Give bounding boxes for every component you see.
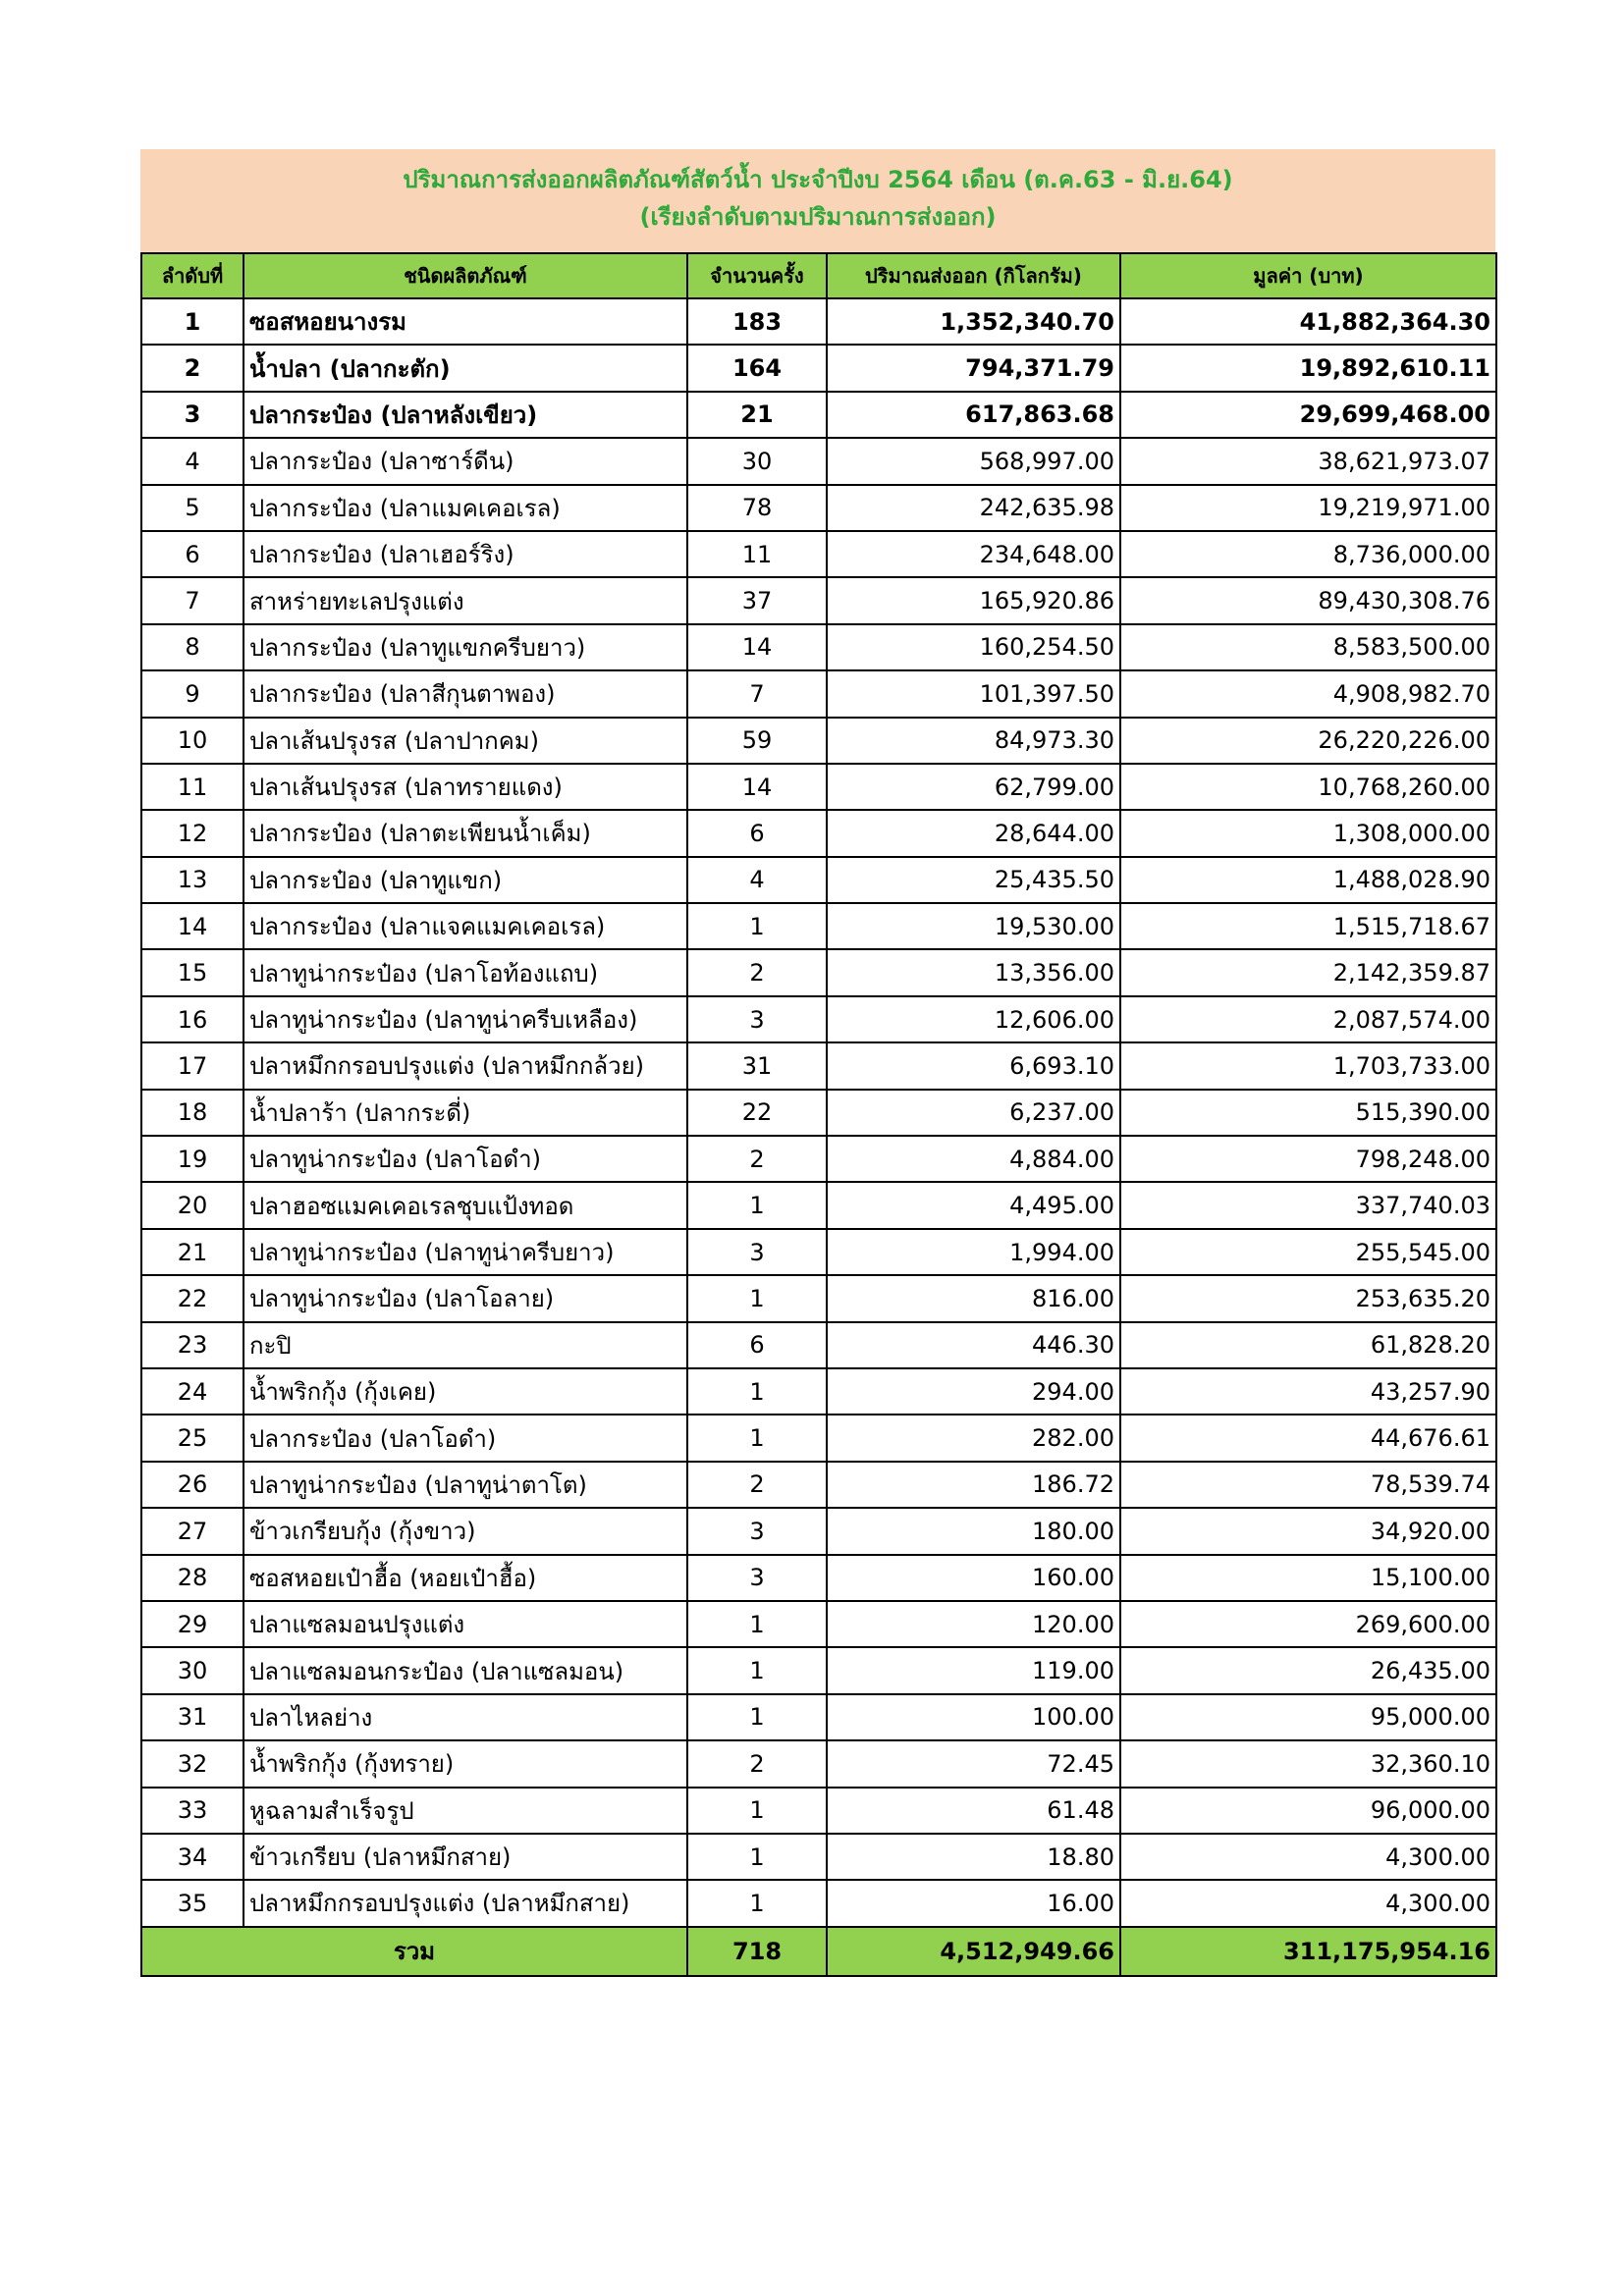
cell-count: 1 — [687, 1601, 827, 1647]
cell-rank: 24 — [141, 1368, 244, 1415]
cell-product: ปลาทูน่ากระป๋อง (ปลาทูน่าตาโต) — [244, 1462, 687, 1508]
cell-quantity: 4,884.00 — [827, 1136, 1120, 1182]
cell-quantity: 186.72 — [827, 1462, 1120, 1508]
cell-value: 798,248.00 — [1120, 1136, 1496, 1182]
cell-product: น้ำพริกกุ้ง (กุ้งทราย) — [244, 1740, 687, 1787]
cell-count: 1 — [687, 1182, 827, 1228]
cell-product: ปลาหมึกกรอบปรุงแต่ง (ปลาหมึกกล้วย) — [244, 1042, 687, 1089]
cell-product: กะปิ — [244, 1322, 687, 1368]
cell-count: 3 — [687, 1555, 827, 1601]
cell-value: 8,583,500.00 — [1120, 624, 1496, 670]
cell-value: 1,515,718.67 — [1120, 903, 1496, 949]
cell-product: ปลากระป๋อง (ปลาซาร์ดีน) — [244, 438, 687, 484]
cell-rank: 18 — [141, 1090, 244, 1136]
cell-product: ปลากระป๋อง (ปลาสีกุนตาพอง) — [244, 670, 687, 717]
cell-product: ข้าวเกรียบกุ้ง (กุ้งขาว) — [244, 1508, 687, 1554]
cell-quantity: 19,530.00 — [827, 903, 1120, 949]
cell-product: ปลาหมึกกรอบปรุงแต่ง (ปลาหมึกสาย) — [244, 1880, 687, 1926]
cell-product: ปลาเส้นปรุงรส (ปลาปากคม) — [244, 718, 687, 764]
cell-product: ข้าวเกรียบ (ปลาหมึกสาย) — [244, 1834, 687, 1880]
cell-product: ปลากระป๋อง (ปลาโอดำ) — [244, 1415, 687, 1461]
table-body — [141, 298, 1496, 1927]
cell-value: 95,000.00 — [1120, 1694, 1496, 1740]
cell-product: ปลาทูน่ากระป๋อง (ปลาโอดำ) — [244, 1136, 687, 1182]
table-row — [141, 1136, 1496, 1182]
report-subtitle: (เรียงลำดับตามปริมาณการส่งออก) — [639, 203, 997, 231]
table-row — [141, 1182, 1496, 1228]
table-row — [141, 903, 1496, 949]
cell-value: 1,308,000.00 — [1120, 810, 1496, 856]
cell-count: 1 — [687, 1368, 827, 1415]
cell-quantity: 816.00 — [827, 1275, 1120, 1321]
table-row — [141, 764, 1496, 810]
cell-quantity: 25,435.50 — [827, 857, 1120, 903]
cell-rank: 23 — [141, 1322, 244, 1368]
cell-product: ปลาทูน่ากระป๋อง (ปลาทูน่าครีบเหลือง) — [244, 996, 687, 1042]
cell-quantity: 160.00 — [827, 1555, 1120, 1601]
cell-value: 19,892,610.11 — [1120, 345, 1496, 391]
cell-quantity: 18.80 — [827, 1834, 1120, 1880]
cell-count: 37 — [687, 577, 827, 623]
cell-rank: 25 — [141, 1415, 244, 1461]
table-row — [141, 531, 1496, 577]
cell-value: 32,360.10 — [1120, 1740, 1496, 1787]
cell-value: 255,545.00 — [1120, 1229, 1496, 1275]
cell-value: 515,390.00 — [1120, 1090, 1496, 1136]
header-quantity: ปริมาณส่งออก (กิโลกรัม) — [827, 253, 1120, 298]
table-row — [141, 1368, 1496, 1415]
cell-product: ปลากระป๋อง (ปลาแจคแมคเคอเรล) — [244, 903, 687, 949]
cell-quantity: 12,606.00 — [827, 996, 1120, 1042]
cell-count: 1 — [687, 1275, 827, 1321]
cell-rank: 19 — [141, 1136, 244, 1182]
cell-product: ปลากระป๋อง (ปลาตะเพียนน้ำเค็ม) — [244, 810, 687, 856]
cell-value: 26,435.00 — [1120, 1647, 1496, 1693]
cell-count: 78 — [687, 485, 827, 531]
cell-product: น้ำปลา (ปลากะตัก) — [244, 345, 687, 391]
table-row — [141, 1555, 1496, 1601]
header-count: จำนวนครั้ง — [687, 253, 827, 298]
table-row — [141, 298, 1496, 345]
table-row — [141, 1834, 1496, 1880]
export-table — [140, 252, 1497, 1977]
cell-count: 2 — [687, 1136, 827, 1182]
cell-quantity: 234,648.00 — [827, 531, 1120, 577]
cell-rank: 8 — [141, 624, 244, 670]
cell-rank: 16 — [141, 996, 244, 1042]
cell-value: 4,300.00 — [1120, 1880, 1496, 1926]
cell-rank: 4 — [141, 438, 244, 484]
table-row — [141, 438, 1496, 484]
cell-count: 1 — [687, 1788, 827, 1834]
cell-quantity: 1,352,340.70 — [827, 298, 1120, 345]
cell-rank: 7 — [141, 577, 244, 623]
cell-count: 4 — [687, 857, 827, 903]
cell-rank: 2 — [141, 345, 244, 391]
cell-rank: 20 — [141, 1182, 244, 1228]
cell-product: ปลาฮอซแมคเคอเรลชุบแป้งทอด — [244, 1182, 687, 1228]
cell-rank: 32 — [141, 1740, 244, 1787]
cell-quantity: 16.00 — [827, 1880, 1120, 1926]
cell-count: 7 — [687, 670, 827, 717]
cell-product: ปลากระป๋อง (ปลาหลังเขียว) — [244, 392, 687, 438]
table-row — [141, 949, 1496, 995]
total-count: 718 — [687, 1927, 827, 1976]
cell-count: 1 — [687, 903, 827, 949]
cell-value: 43,257.90 — [1120, 1368, 1496, 1415]
cell-product: น้ำพริกกุ้ง (กุ้งเคย) — [244, 1368, 687, 1415]
cell-count: 31 — [687, 1042, 827, 1089]
cell-product: ปลากระป๋อง (ปลาทูแขก) — [244, 857, 687, 903]
table-row — [141, 810, 1496, 856]
cell-count: 30 — [687, 438, 827, 484]
cell-count: 22 — [687, 1090, 827, 1136]
cell-value: 253,635.20 — [1120, 1275, 1496, 1321]
table-row — [141, 577, 1496, 623]
cell-quantity: 4,495.00 — [827, 1182, 1120, 1228]
cell-quantity: 294.00 — [827, 1368, 1120, 1415]
cell-count: 6 — [687, 1322, 827, 1368]
cell-value: 2,142,359.87 — [1120, 949, 1496, 995]
cell-rank: 9 — [141, 670, 244, 717]
cell-quantity: 100.00 — [827, 1694, 1120, 1740]
table-row — [141, 1415, 1496, 1461]
cell-count: 3 — [687, 1508, 827, 1554]
cell-rank: 6 — [141, 531, 244, 577]
cell-value: 269,600.00 — [1120, 1601, 1496, 1647]
cell-value: 96,000.00 — [1120, 1788, 1496, 1834]
cell-value: 1,703,733.00 — [1120, 1042, 1496, 1089]
cell-rank: 3 — [141, 392, 244, 438]
cell-count: 6 — [687, 810, 827, 856]
cell-count: 2 — [687, 949, 827, 995]
cell-count: 164 — [687, 345, 827, 391]
cell-value: 15,100.00 — [1120, 1555, 1496, 1601]
cell-count: 2 — [687, 1740, 827, 1787]
header-rank: ลำดับที่ — [141, 253, 244, 298]
cell-quantity: 282.00 — [827, 1415, 1120, 1461]
cell-rank: 12 — [141, 810, 244, 856]
cell-rank: 10 — [141, 718, 244, 764]
header-product: ชนิดผลิตภัณฑ์ — [244, 253, 687, 298]
cell-product: หูฉลามสำเร็จรูป — [244, 1788, 687, 1834]
table-row — [141, 1647, 1496, 1693]
cell-value: 10,768,260.00 — [1120, 764, 1496, 810]
cell-product: ปลาแซลมอนปรุงแต่ง — [244, 1601, 687, 1647]
cell-quantity: 446.30 — [827, 1322, 1120, 1368]
table-row — [141, 392, 1496, 438]
table-row — [141, 718, 1496, 764]
cell-product: ปลาทูน่ากระป๋อง (ปลาโอลาย) — [244, 1275, 687, 1321]
cell-value: 26,220,226.00 — [1120, 718, 1496, 764]
cell-rank: 14 — [141, 903, 244, 949]
cell-product: ปลากระป๋อง (ปลาทูแขกครีบยาว) — [244, 624, 687, 670]
cell-product: ปลาเส้นปรุงรส (ปลาทรายแดง) — [244, 764, 687, 810]
cell-count: 3 — [687, 1229, 827, 1275]
cell-rank: 28 — [141, 1555, 244, 1601]
cell-quantity: 6,693.10 — [827, 1042, 1120, 1089]
table-row — [141, 1740, 1496, 1787]
cell-rank: 34 — [141, 1834, 244, 1880]
cell-value: 89,430,308.76 — [1120, 577, 1496, 623]
cell-rank: 21 — [141, 1229, 244, 1275]
table-row — [141, 1694, 1496, 1740]
cell-quantity: 13,356.00 — [827, 949, 1120, 995]
cell-rank: 27 — [141, 1508, 244, 1554]
cell-rank: 35 — [141, 1880, 244, 1926]
table-row — [141, 857, 1496, 903]
cell-value: 4,300.00 — [1120, 1834, 1496, 1880]
header-value: มูลค่า (บาท) — [1120, 253, 1496, 298]
cell-rank: 17 — [141, 1042, 244, 1089]
table-row — [141, 345, 1496, 391]
cell-value: 2,087,574.00 — [1120, 996, 1496, 1042]
table-row — [141, 1601, 1496, 1647]
cell-rank: 33 — [141, 1788, 244, 1834]
cell-value: 1,488,028.90 — [1120, 857, 1496, 903]
cell-product: ปลาทูน่ากระป๋อง (ปลาโอท้องแถบ) — [244, 949, 687, 995]
cell-rank: 30 — [141, 1647, 244, 1693]
report-title: ปริมาณการส่งออกผลิตภัณฑ์สัตว์น้ำ ประจำปีงบ 2564 เดือน (ต.ค.63 - มิ.ย.64) — [403, 166, 1233, 193]
cell-product: ซอสหอยเป๋าฮื้อ (หอยเป๋าฮื้อ) — [244, 1555, 687, 1601]
cell-count: 14 — [687, 764, 827, 810]
cell-rank: 13 — [141, 857, 244, 903]
table-row — [141, 996, 1496, 1042]
header-row — [141, 253, 1496, 298]
cell-product: ซอสหอยนางรม — [244, 298, 687, 345]
cell-value: 38,621,973.07 — [1120, 438, 1496, 484]
table-row — [141, 1322, 1496, 1368]
table-row — [141, 1508, 1496, 1554]
cell-rank: 1 — [141, 298, 244, 345]
table-row — [141, 624, 1496, 670]
cell-count: 183 — [687, 298, 827, 345]
cell-quantity: 160,254.50 — [827, 624, 1120, 670]
cell-quantity: 568,997.00 — [827, 438, 1120, 484]
cell-product: ปลาไหลย่าง — [244, 1694, 687, 1740]
cell-value: 4,908,982.70 — [1120, 670, 1496, 717]
table-row — [141, 1042, 1496, 1089]
table-row — [141, 1462, 1496, 1508]
cell-quantity: 794,371.79 — [827, 345, 1120, 391]
total-value: 311,175,954.16 — [1120, 1927, 1496, 1976]
cell-product: ปลาทูน่ากระป๋อง (ปลาทูน่าครีบยาว) — [244, 1229, 687, 1275]
cell-value: 337,740.03 — [1120, 1182, 1496, 1228]
cell-value: 78,539.74 — [1120, 1462, 1496, 1508]
total-label: รวม — [141, 1927, 687, 1976]
cell-quantity: 165,920.86 — [827, 577, 1120, 623]
cell-rank: 29 — [141, 1601, 244, 1647]
cell-value: 44,676.61 — [1120, 1415, 1496, 1461]
cell-rank: 22 — [141, 1275, 244, 1321]
cell-value: 34,920.00 — [1120, 1508, 1496, 1554]
cell-count: 11 — [687, 531, 827, 577]
cell-count: 1 — [687, 1880, 827, 1926]
cell-rank: 11 — [141, 764, 244, 810]
table-row — [141, 1880, 1496, 1926]
cell-quantity: 62,799.00 — [827, 764, 1120, 810]
title-block — [140, 149, 1495, 252]
table-row — [141, 1090, 1496, 1136]
cell-count: 21 — [687, 392, 827, 438]
table-row — [141, 1275, 1496, 1321]
cell-rank: 15 — [141, 949, 244, 995]
cell-quantity: 6,237.00 — [827, 1090, 1120, 1136]
cell-value: 19,219,971.00 — [1120, 485, 1496, 531]
cell-count: 2 — [687, 1462, 827, 1508]
total-quantity: 4,512,949.66 — [827, 1927, 1120, 1976]
total-row — [141, 1927, 1496, 1976]
cell-count: 59 — [687, 718, 827, 764]
cell-product: ปลากระป๋อง (ปลาแมคเคอเรล) — [244, 485, 687, 531]
cell-quantity: 119.00 — [827, 1647, 1120, 1693]
cell-quantity: 1,994.00 — [827, 1229, 1120, 1275]
cell-quantity: 84,973.30 — [827, 718, 1120, 764]
cell-count: 14 — [687, 624, 827, 670]
table-row — [141, 1229, 1496, 1275]
cell-count: 3 — [687, 996, 827, 1042]
cell-quantity: 72.45 — [827, 1740, 1120, 1787]
cell-quantity: 61.48 — [827, 1788, 1120, 1834]
cell-product: ปลาแซลมอนกระป๋อง (ปลาแซลมอน) — [244, 1647, 687, 1693]
cell-rank: 26 — [141, 1462, 244, 1508]
cell-count: 1 — [687, 1415, 827, 1461]
cell-value: 41,882,364.30 — [1120, 298, 1496, 345]
cell-quantity: 180.00 — [827, 1508, 1120, 1554]
cell-count: 1 — [687, 1694, 827, 1740]
cell-rank: 31 — [141, 1694, 244, 1740]
cell-quantity: 242,635.98 — [827, 485, 1120, 531]
cell-value: 8,736,000.00 — [1120, 531, 1496, 577]
export-report-sheet — [140, 149, 1495, 1977]
table-row — [141, 1788, 1496, 1834]
cell-quantity: 120.00 — [827, 1601, 1120, 1647]
cell-quantity: 101,397.50 — [827, 670, 1120, 717]
cell-product: น้ำปลาร้า (ปลากระดี่) — [244, 1090, 687, 1136]
cell-product: ปลากระป๋อง (ปลาเฮอร์ริง) — [244, 531, 687, 577]
table-row — [141, 670, 1496, 717]
cell-rank: 5 — [141, 485, 244, 531]
table-row — [141, 485, 1496, 531]
cell-quantity: 28,644.00 — [827, 810, 1120, 856]
cell-count: 1 — [687, 1834, 827, 1880]
cell-quantity: 617,863.68 — [827, 392, 1120, 438]
cell-value: 29,699,468.00 — [1120, 392, 1496, 438]
cell-value: 61,828.20 — [1120, 1322, 1496, 1368]
cell-count: 1 — [687, 1647, 827, 1693]
cell-product: สาหร่ายทะเลปรุงแต่ง — [244, 577, 687, 623]
